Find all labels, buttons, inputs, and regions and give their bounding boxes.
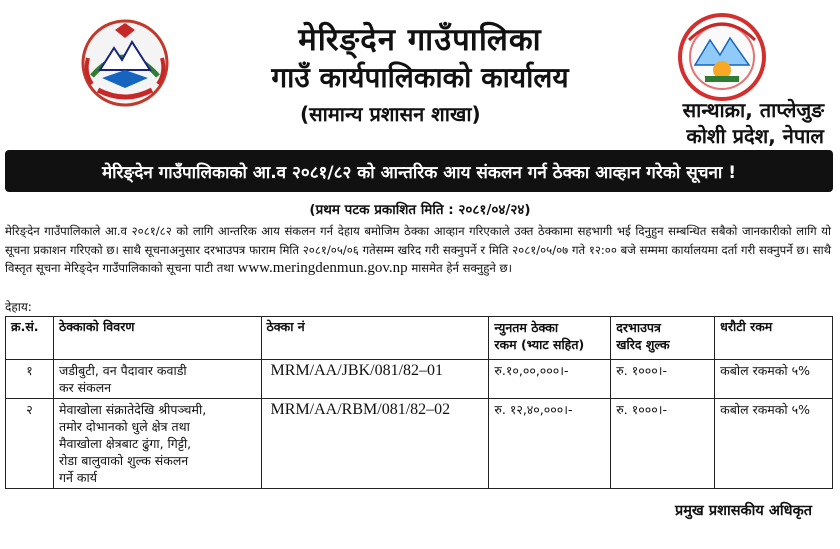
row-sn: १ [6, 360, 54, 399]
row-description-line: गर्ने कार्य [58, 470, 98, 485]
header-min-amount-line1: न्युनतम ठेक्का [494, 320, 559, 335]
row-min-amount: रु.१०,००,०००।- [489, 360, 611, 399]
notice-body-part1: मेरिङ्देन गाउँपालिकाले आ.व २०८१/८२ को लागि आन्तरिक आय संकलन गर्न देहाय बमोजिम ठेक्का आव्हान गरिएकाले उक्त ठेक्कामा सहभागी भई दिनुहुन सम्बन्धित सबैको जानकारीको लागि यो सूचना प्रकाशन गरिएको छ। साथै सूचनाअनुसार दरभाउपत्र फाराम मिति २०८१/०५/०६ गतेसम्म खरिद गरी सक्नुपर्ने र मिति २०८१/०५/०७ गते १२:०० बजे सम्ममा कार्यालयमा दर्ता गरी सक्नुपर्ने छ। साथै विस्तृत सूचना मेरिङ्देन गाउँपालिकाको सूचना पाटी तथा [5, 224, 831, 275]
contract-table [5, 316, 833, 489]
row-min-amount: रु. १२,४०,०००।- [489, 399, 611, 489]
row-description [53, 399, 261, 489]
header-min-amount-line2: रकम (भ्याट सहित) [494, 337, 585, 352]
header-deposit: धरौटी रकम [715, 317, 833, 360]
header-sn: क्र.सं. [6, 317, 54, 360]
letterhead [0, 0, 840, 148]
table-row [6, 360, 833, 399]
row-description-line: जडीबुटी, वन पैदावार कवाडी [58, 363, 187, 378]
address-line-1: सान्थाक्रा, ताप्लेजुङ [682, 98, 824, 122]
signatory: प्रमुख प्रशासकीय अधिकृत [675, 503, 812, 519]
published-date: (प्रथम पटक प्रकाशित मिति : २०८१/०४/२४) [309, 202, 531, 218]
website-link[interactable]: www.meringdenmun.gov.np [237, 260, 408, 276]
header-bid-fee-line1: दरभाउपत्र [616, 320, 661, 335]
office-name: गाउँ कार्यपालिकाको कार्यालय [271, 61, 569, 94]
row-description-line: तमोर दोभानको धुले क्षेत्र तथा [58, 419, 190, 434]
notice-body-part2: मासमेत हेर्न सक्नुहुने छ। [407, 261, 513, 275]
address-line-2: कोशी प्रदेश, नेपाल [686, 124, 824, 148]
municipality-name: मेरिङ्देन गाउँपालिका [298, 22, 542, 58]
row-description-line: मैवाखोला क्षेत्रबाट ढुंगा, गिट्टी, [58, 436, 192, 451]
notice-headline [5, 150, 833, 192]
row-description-line: रोडा बालुवाको शुल्क संकलन [58, 453, 189, 468]
table-row [6, 399, 833, 489]
table-header-row [6, 317, 833, 360]
row-description-line: कर संकलन [58, 380, 112, 395]
row-sn: २ [6, 399, 54, 489]
row-deposit: कबोल रकमको ५% [715, 399, 833, 489]
branch-name: (सामान्य प्रशासन शाखा) [300, 102, 481, 126]
header-bid-fee [611, 317, 715, 360]
municipality-seal-icon [675, 10, 770, 105]
row-contract-no: MRM/AA/JBK/081/82–01 [261, 360, 489, 399]
notice-body [5, 222, 831, 278]
row-description [53, 360, 261, 399]
notice-headline-text: मेरिङ्देन गाउँपालिकाको आ.व २०८१/८२ को आन्तरिक आय संकलन गर्न ठेक्का आव्हान गरेको सूचना ! [101, 162, 736, 183]
row-bid-fee: रु. १०००।- [611, 399, 715, 489]
row-deposit: कबोल रकमको ५% [715, 360, 833, 399]
dehay-label: देहाय: [5, 300, 32, 314]
header-bid-fee-line2: खरिद शुल्क [616, 337, 670, 352]
header-contract-no: ठेक्का नं [261, 317, 489, 360]
row-description-line: मेवाखोला संक्रातेदेखि श्रीपञ्चमी, [58, 402, 207, 417]
row-contract-no: MRM/AA/RBM/081/82–02 [261, 399, 489, 489]
header-min-amount [489, 317, 611, 360]
header-description: ठेक्काको विवरण [53, 317, 261, 360]
row-bid-fee: रु. १०००।- [611, 360, 715, 399]
